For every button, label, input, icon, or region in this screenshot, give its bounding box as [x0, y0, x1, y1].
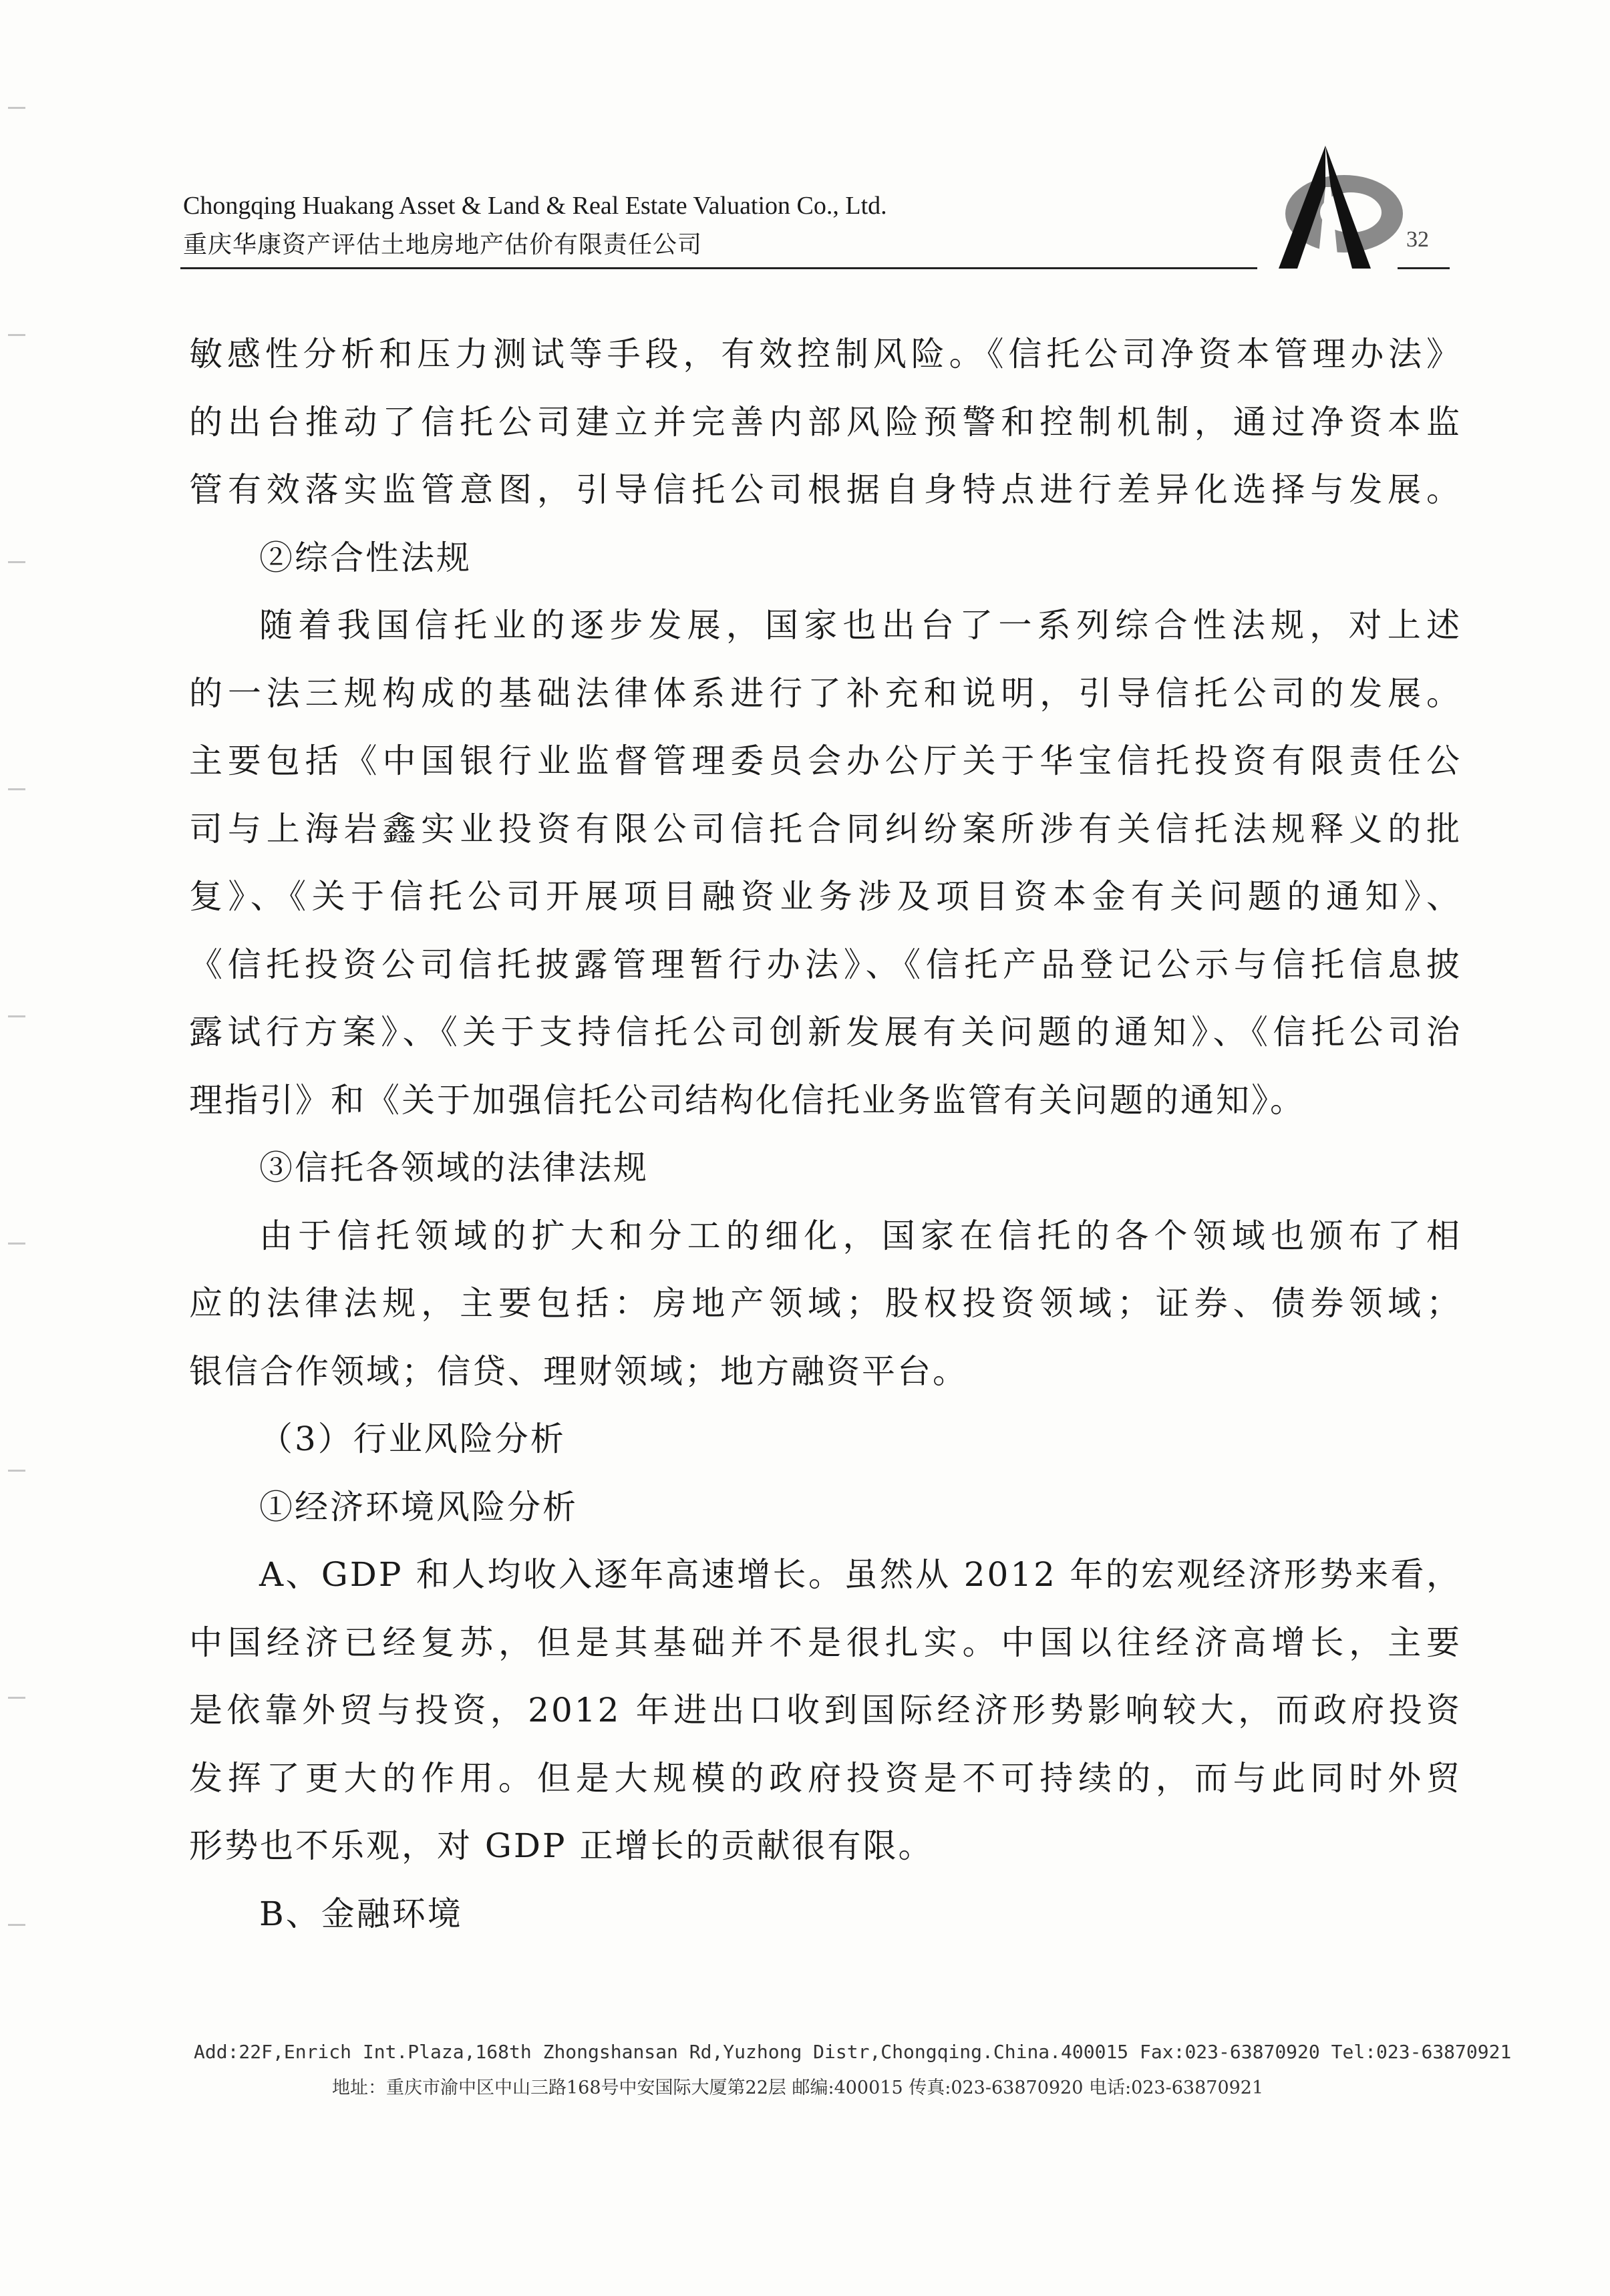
text-line: 露试行方案》、《关于支持信托公司创新发展有关问题的通知》、《信托公司治 [189, 1013, 1462, 1051]
text-line: ③信托各领域的法律法规 [259, 1148, 649, 1187]
text-line: （3）行业风险分析 [259, 1420, 566, 1458]
header-rule [180, 267, 1257, 269]
text-line: A、GDP 和人均收入逐年高速增长。虽然从 2012 年的宏观经济形势来看， [259, 1555, 1462, 1594]
company-logo-icon [1264, 140, 1411, 274]
text-line: 理指引》和《关于加强信托公司结构化信托业务监管有关问题的通知》。 [189, 1080, 1305, 1120]
text-line: 由于信托领域的扩大和分工的细化，国家在信托的各个领域也颁布了相 [259, 1216, 1462, 1255]
page-number: 32 [1406, 227, 1429, 252]
text-line: 应的法律法规，主要包括：房地产领域；股权投资领域；证券、债券领域； [189, 1284, 1462, 1323]
text-line: 随着我国信托业的逐步发展，国家也出台了一系列综合性法规，对上述 [259, 606, 1462, 645]
text-line: ①经济环境风险分析 [259, 1487, 578, 1526]
text-line: 敏感性分析和压力测试等手段，有效控制风险。《信托公司净资本管理办法》 [189, 335, 1462, 373]
page-header [180, 187, 1450, 281]
footer-address-en: Add:22F,Enrich Int.Plaza,168th Zhongshansan Rd,Yuzhong Distr,Chongqing.China.400015 Fax:023-63870920 Tel:023-63870921 [194, 2041, 1512, 2063]
text-line: B、金融环境 [259, 1894, 463, 1933]
company-name-en: Chongqing Huakang Asset & Land & Real Estate Valuation Co., Ltd. [183, 192, 887, 220]
text-line: 形势也不乐观，对 GDP 正增长的贡献很有限。 [189, 1826, 934, 1865]
text-line: ②综合性法规 [259, 538, 472, 577]
body-text [189, 321, 1462, 1948]
company-name-cn: 重庆华康资产评估土地房地产估价有限责任公司 [183, 231, 703, 259]
text-line: 是依靠外贸与投资，2012 年进出口收到国际经济形势影响较大，而政府投资 [189, 1691, 1462, 1730]
text-line: 中国经济已经复苏，但是其基础并不是很扎实。中国以往经济高增长，主要 [189, 1623, 1462, 1662]
text-line: 主要包括《中国银行业监督管理委员会办公厅关于华宝信托投资有限责任公 [189, 742, 1462, 780]
text-line: 的一法三规构成的基础法律体系进行了补充和说明，引导信托公司的发展。 [189, 673, 1462, 713]
footer-address-cn: 地址：重庆市渝中区中山三路168号中安国际大厦第22层 邮编:400015 传真:023-63870920 电话:023-63870921 [332, 2078, 1264, 2098]
text-line: 发挥了更大的作用。但是大规模的政府投资是不可持续的，而与此同时外贸 [189, 1758, 1462, 1798]
text-line: 银信合作领域；信贷、理财领域；地方融资平台。 [189, 1351, 968, 1391]
text-line: 管有效落实监管意图，引导信托公司根据自身特点进行差异化选择与发展。 [189, 470, 1462, 509]
text-line: 复》、《关于信托公司开展项目融资业务涉及项目资本金有关问题的通知》、 [189, 877, 1462, 916]
text-line: 的出台推动了信托公司建立并完善内部风险预警和控制机制，通过净资本监 [189, 402, 1462, 442]
header-rule-right [1398, 267, 1450, 269]
text-line: 《信托投资公司信托披露管理暂行办法》、《信托产品登记公示与信托信息披 [189, 945, 1462, 984]
text-line: 司与上海岩鑫实业投资有限公司信托合同纠纷案所涉有关信托法规释义的批 [189, 809, 1462, 848]
